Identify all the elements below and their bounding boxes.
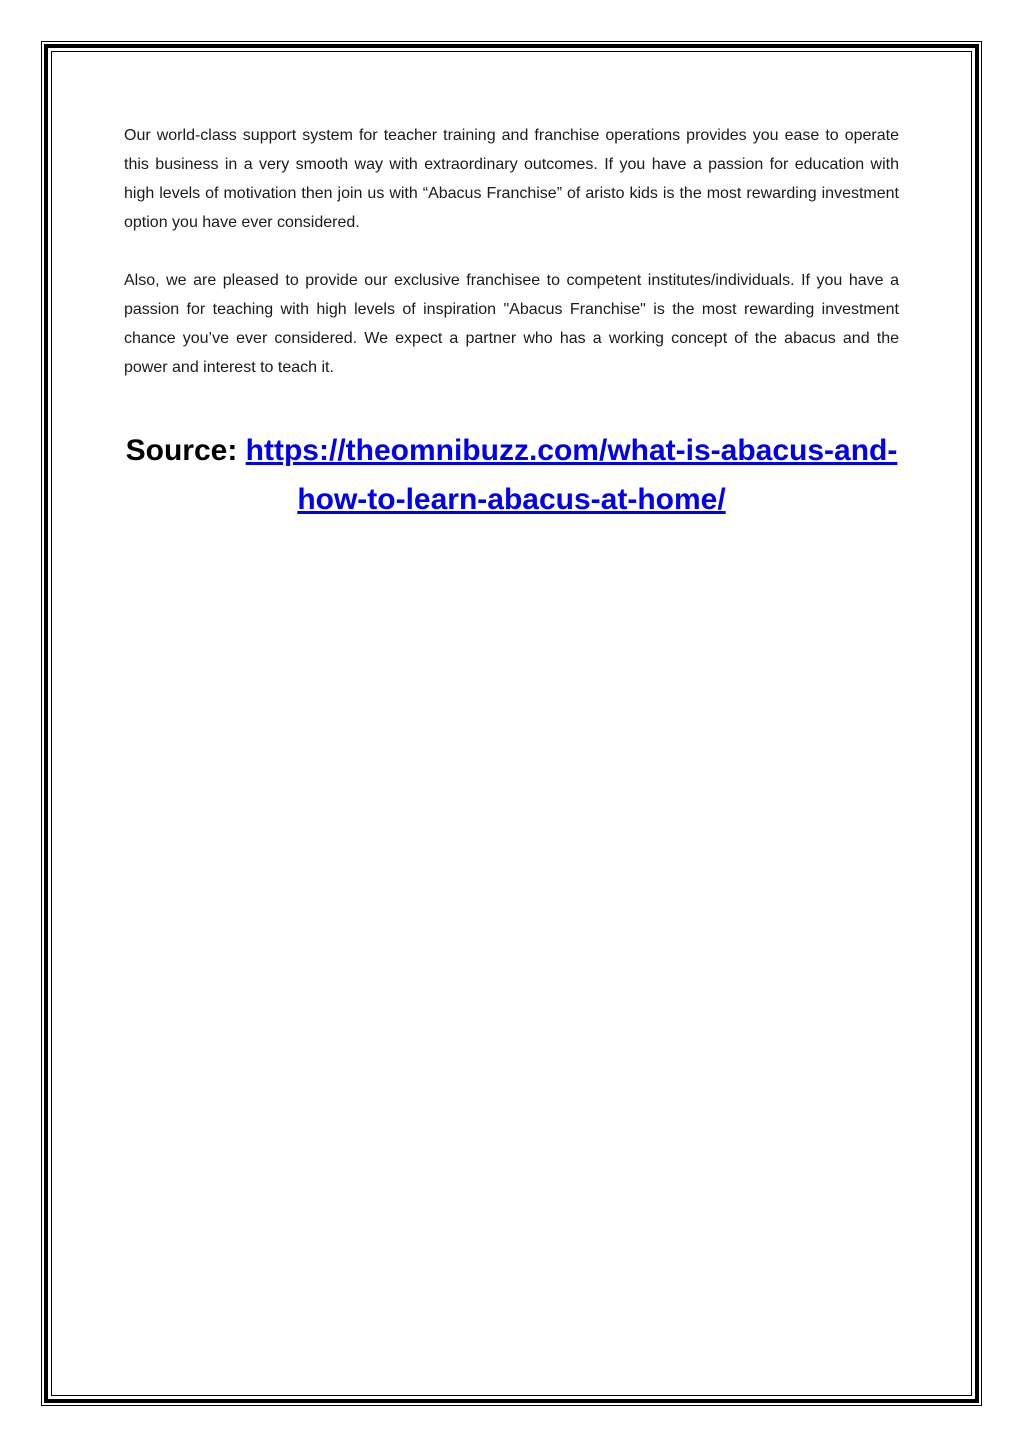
source-label: Source: — [125, 434, 238, 467]
source-link[interactable]: https://theomnibuzz.com/what-is-abacus-and-how-to-learn-abacus-at-home/ — [245, 434, 898, 516]
paragraph-exclusive-franchisee: Also, we are pleased to provide our exclusive franchisee to competent institutes/individuals. If you have a passion for teaching with high levels of inspiration "Abacus Franchise" is the most rewarding investment chance you’ve ever considered. We expect a partner who has a working concept of the abacus and the power and interest to teach it. — [124, 272, 899, 376]
paragraph-support-system: Our world-class support system for teacher training and franchise operations provides you ease to operate this business in a very smooth way with extraordinary outcomes. If you have a passion for education with high levels of motivation then join us with “Abacus Franchise” of aristo kids is the most rewarding investment option you have ever considered. — [124, 127, 899, 231]
document-body — [124, 121, 899, 524]
source-line — [124, 426, 899, 524]
